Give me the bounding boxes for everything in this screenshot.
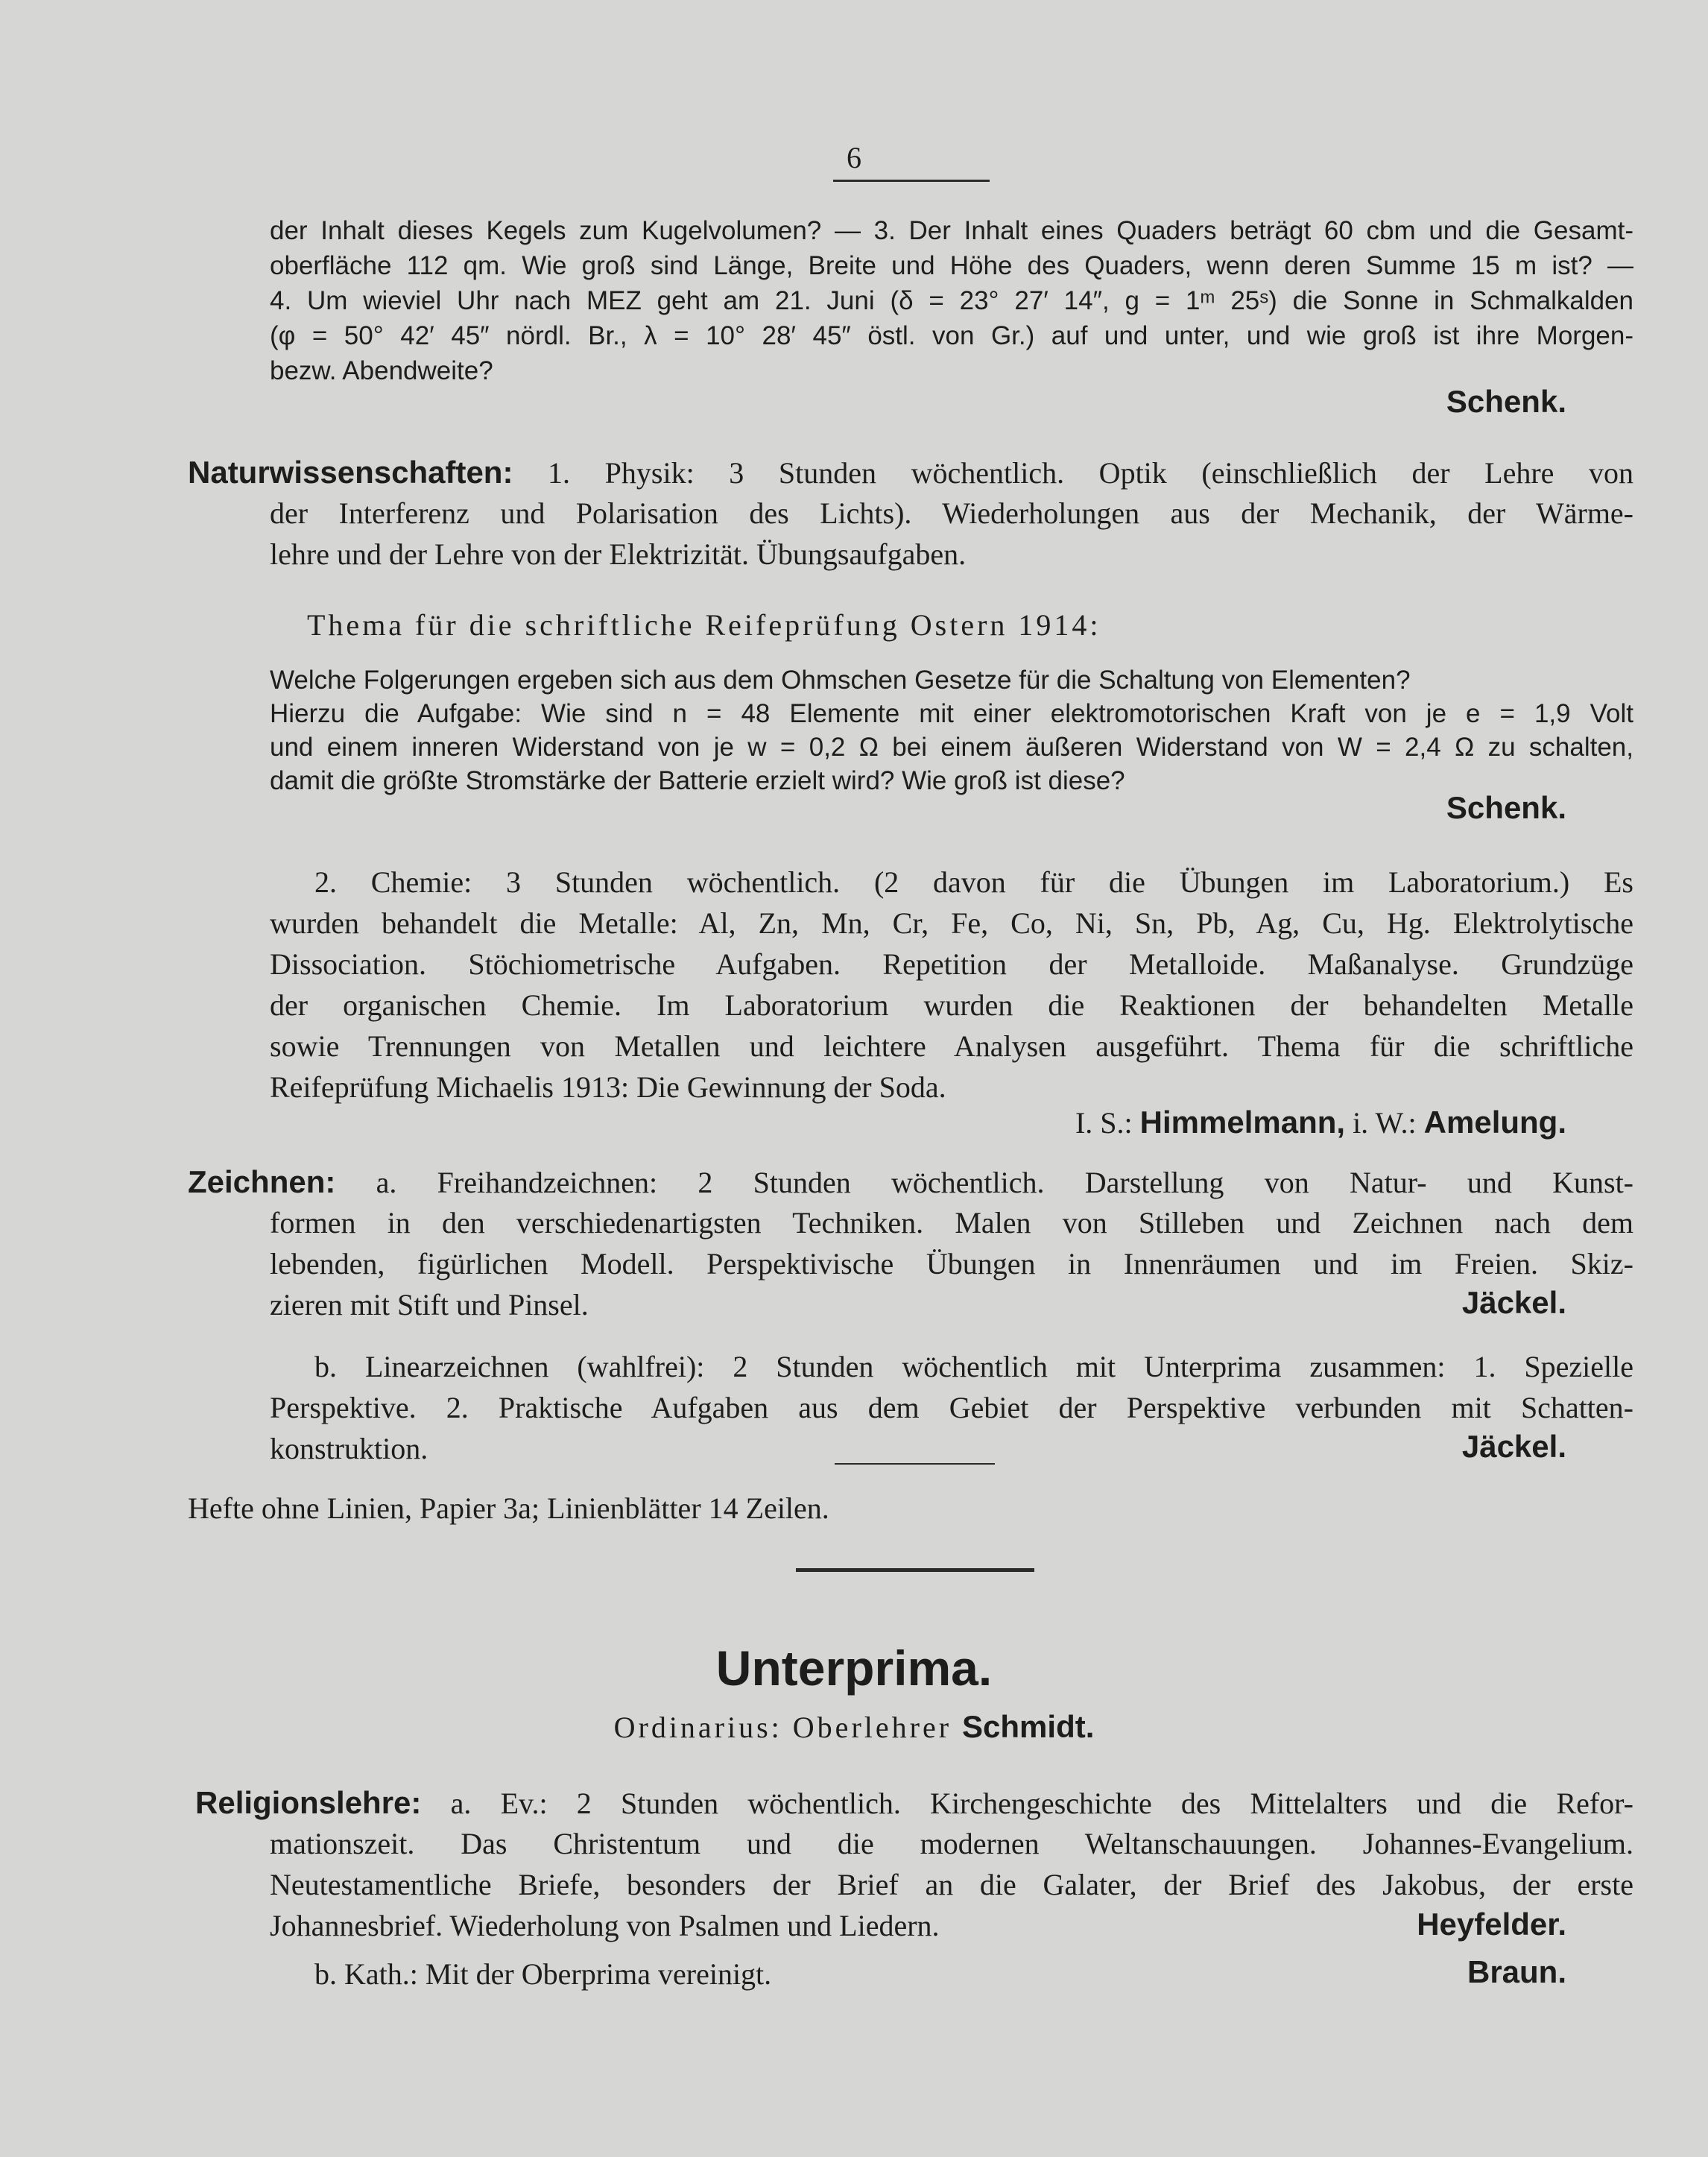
signature-name: Amelung. [1423,1105,1566,1140]
text-line: damit die größte Stromstärke der Batterie erzielt wird? Wie groß ist diese? [270,766,1125,795]
text-run: a. Ev.: 2 Stunden wöchentlich. Kirchengeschichte des Mittelalters und die Refor- [421,1787,1633,1820]
text-line: sowie Trennungen von Metallen und leichtere Analysen ausgeführt. Thema für die schriftliche [270,1029,1633,1063]
class-title: Unterprima. [715,1640,993,1696]
thema-title: Thema für die schriftliche Reifeprüfung Ostern 1914: [307,608,1101,642]
page-number-rule [833,180,990,182]
text-line: Reifeprüfung Michaelis 1913: Die Gewinnung der Soda. [270,1070,946,1104]
signature: Schenk. [1446,384,1566,419]
text-line: Hierzu die Aufgabe: Wie sind n = 48 Elemente mit einer elektromotorischen Kraft von je e = 1,9 Volt [270,699,1633,728]
text-line: Neutestamentliche Briefe, besonders der Brief an die Galater, der Brief des Jakobus, der erste [270,1868,1633,1901]
text-line: (φ = 50° 42′ 45″ nördl. Br., λ = 10° 28′ 45″ östl. von Gr.) auf und unter, und wie groß ist ihre Morgen- [270,321,1633,350]
text-line: b. Linearzeichnen (wahlfrei): 2 Stunden wöchentlich mit Unterprima zusammen: 1. Spezielle [314,1350,1633,1383]
chemie-signature [1075,1105,1566,1140]
signature: Jäckel. [1461,1429,1566,1464]
text-line: b. Kath.: Mit der Oberprima vereinigt. [314,1957,772,1991]
signature: Heyfelder. [1417,1907,1566,1942]
text-run: Ordinarius: Oberlehrer [613,1711,963,1744]
text-line: oberfläche 112 qm. Wie groß sind Länge, Breite und Höhe des Quaders, wenn deren Summe 15 m ist? — [270,251,1633,280]
text-line: bezw. Abendweite? [270,356,493,385]
text-line: lehre und der Lehre von der Elektrizität. Übungsaufgaben. [270,537,967,571]
section-divider [796,1568,1034,1572]
ordinarius-name: Schmidt. [962,1709,1095,1744]
section-first-line [195,1785,1633,1821]
signature-name: Himmelmann, [1139,1105,1346,1140]
text-line: der Inhalt dieses Kegels zum Kugelvolumen? — 3. Der Inhalt eines Quaders beträgt 60 cbm und die Gesamt- [270,216,1633,245]
text-line: der organischen Chemie. Im Laboratorium wurden die Reaktionen der behandelten Metalle [270,988,1633,1022]
section-heading-naturwissenschaften: Naturwissenschaften: [188,455,513,490]
text-line: der Interferenz und Polarisation des Lichts). Wiederholungen aus der Mechanik, der Wärme- [270,496,1633,530]
section-heading-zeichnen: Zeichnen: [188,1164,336,1199]
text-line: Dissociation. Stöchiometrische Aufgaben. Repetition der Metalloide. Maßanalyse. Grundzüge [270,947,1633,981]
section-heading-religionslehre: Religionslehre: [195,1785,422,1820]
text-run: 1. Physik: 3 Stunden wöchentlich. Optik (einschließlich der Lehre von [513,456,1633,490]
text-run: i. W.: [1345,1106,1424,1140]
text-line: formen in den verschiedenartigsten Techniken. Malen von Stilleben und Zeichnen nach dem [270,1206,1633,1239]
ordinarius-line [0,1709,1708,1745]
text-line: mationszeit. Das Christentum und die modernen Weltanschauungen. Johannes-Evangelium. [270,1827,1633,1860]
section-first-line [188,455,1633,490]
short-rule [835,1463,995,1465]
text-run: I. S.: [1075,1106,1140,1140]
text-line: Perspektive. 2. Praktische Aufgaben aus dem Gebiet der Perspektive verbunden mit Schatten- [270,1391,1633,1424]
text-line: und einem inneren Widerstand von je w = 0,2 Ω bei einem äußeren Widerstand von W = 2,4 Ω zu schalten, [270,733,1633,762]
signature: Braun. [1467,1954,1566,1989]
text-line: Welche Folgerungen ergeben sich aus dem Ohmschen Gesetze für die Schaltung von Elementen? [270,666,1411,695]
text-line: Johannesbrief. Wiederholung von Psalmen und Liedern. [270,1909,940,1942]
text-line: wurden behandelt die Metalle: Al, Zn, Mn, Cr, Fe, Co, Ni, Sn, Pb, Ag, Cu, Hg. Elektrolytische [270,906,1633,940]
page-number: 6 [847,141,861,174]
text-line: lebenden, figürlichen Modell. Perspektivische Übungen in Innenräumen und im Freien. Skiz- [270,1247,1633,1280]
text-line: zieren mit Stift und Pinsel. [270,1288,589,1321]
text-line: konstruktion. [270,1432,428,1465]
signature: Schenk. [1446,790,1566,825]
text-run: a. Freihandzeichnen: 2 Stunden wöchentlich. Darstellung von Natur- und Kunst- [335,1166,1633,1199]
signature: Jäckel. [1461,1285,1566,1320]
text-line: 4. Um wieviel Uhr nach MEZ geht am 21. Juni (δ = 23° 27′ 14″, g = 1ᵐ 25ˢ) die Sonne in Schmalkalden [270,286,1633,315]
section-first-line [188,1164,1633,1200]
text-line: 2. Chemie: 3 Stunden wöchentlich. (2 davon für die Übungen im Laboratorium.) Es [314,865,1633,899]
hefte-line [188,1491,829,1526]
text-run: Hefte ohne Linien, Papier 3a; Linienblätter 14 Zeilen. [188,1491,829,1525]
